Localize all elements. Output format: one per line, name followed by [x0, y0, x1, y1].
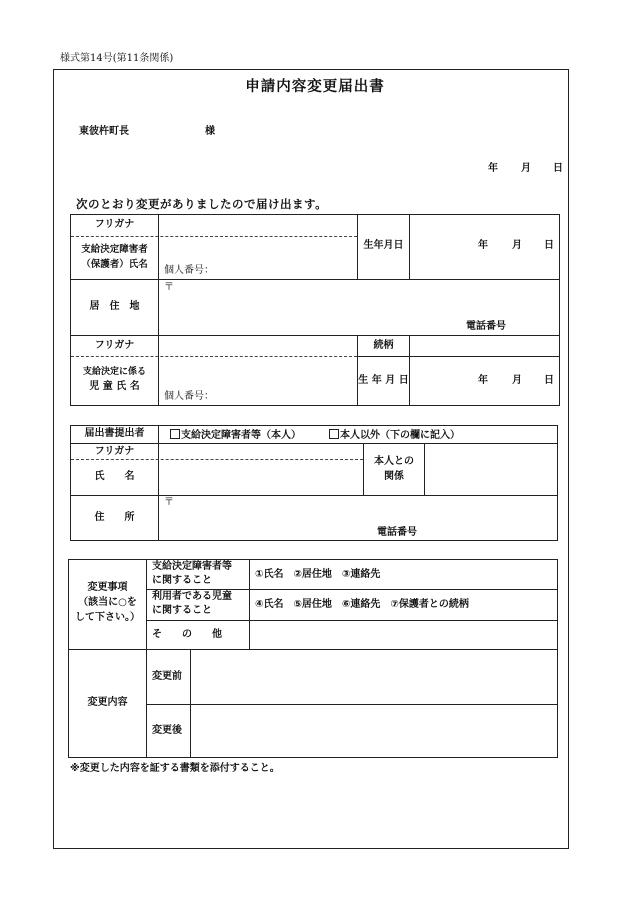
furigana-label: フリガナ — [94, 219, 135, 230]
submitter-name-label: 氏 名 — [94, 471, 135, 482]
category-1-options[interactable]: ①氏名 ②居住地 ③連絡先 — [255, 569, 381, 580]
intro-text: 次のとおり変更がありましたので届け出ます。 — [76, 197, 328, 211]
postal-mark: 〒 — [164, 282, 174, 293]
individual-number-label: 個人番号： — [164, 265, 214, 276]
after-change-label: 変更後 — [152, 725, 182, 736]
child-birth-day-label: 日 — [544, 375, 554, 386]
page-title: 申請内容変更届出書 — [245, 79, 385, 95]
relation2-col-divider-2 — [424, 443, 425, 495]
birth-day-label: 日 — [544, 240, 554, 251]
relation2-col-divider-1 — [363, 443, 364, 495]
form-number-label: 様式第14号(第11条関係) — [60, 53, 174, 64]
address-label: 住 所 — [94, 512, 135, 523]
phone-label-2: 電話番号 — [377, 527, 417, 538]
birth-month-label: 月 — [512, 240, 522, 251]
option-other-label: 本人以外（下の欄に記入） — [340, 430, 460, 441]
relation-row-divider — [357, 356, 560, 357]
change-items-label-1: 変更事項 — [87, 582, 128, 593]
postal-mark-2: 〒 — [164, 497, 174, 508]
change-row-divider-1 — [146, 589, 558, 590]
honorific: 様 — [205, 126, 215, 137]
furigana-divider — [71, 236, 357, 237]
change-items-label-3: して下さい。） — [75, 612, 140, 623]
furigana3-divider — [71, 459, 363, 460]
submitter-label: 届出書提出者 — [84, 428, 145, 439]
date-year-label: 年 — [488, 163, 498, 174]
child-name-label-1: 支給決定に係る — [82, 367, 146, 377]
applicant-col-divider — [158, 214, 159, 406]
furigana2-divider — [71, 356, 357, 357]
category-2-label-1: 利用者である児童 — [152, 591, 232, 602]
child-birth-year-label: 年 — [478, 375, 488, 386]
phone-label: 電話番号 — [466, 321, 506, 332]
submitter-col-divider — [158, 425, 159, 541]
checkbox-icon[interactable] — [170, 429, 180, 439]
relation-label: 続柄 — [373, 340, 394, 351]
applicant-name-label-2: （保護者）氏名 — [81, 259, 148, 270]
birth-col-divider-2 — [409, 214, 410, 279]
change-row-divider-2 — [146, 620, 558, 621]
child-birth-date-label: 生 年 月 日 — [358, 375, 409, 386]
option-self-label: 支給決定障害者等（本人） — [181, 430, 301, 441]
change-content-divider — [68, 649, 558, 650]
row-divider-1 — [70, 279, 560, 280]
addressee: 東彼杵町長 — [79, 126, 129, 137]
relation-to-self-label-2: 関係 — [384, 471, 404, 482]
before-after-row-divider — [146, 704, 558, 705]
child-birth-month-label: 月 — [512, 375, 522, 386]
footnote: ※変更した内容を証する書類を添付すること。 — [70, 763, 280, 774]
relation-to-self-label-1: 本人との — [374, 456, 414, 467]
before-change-label: 変更前 — [152, 671, 182, 682]
change-items-label-2: （該当に○を — [78, 597, 137, 608]
change-content-label: 変更内容 — [87, 697, 128, 708]
date-month-label: 月 — [521, 163, 531, 174]
other-label: そ の 他 — [152, 629, 222, 640]
category-2-label-2: に関すること — [152, 605, 212, 616]
category-1-label-1: 支給決定障害者等 — [152, 561, 232, 572]
option-other[interactable] — [329, 429, 460, 441]
submitter-row-divider — [70, 443, 558, 444]
birth-year-label: 年 — [478, 240, 488, 251]
row-divider-2 — [70, 335, 560, 336]
individual-number-label-2: 個人番号： — [164, 391, 214, 402]
category-1-label-2: に関すること — [152, 575, 212, 586]
checkbox-icon[interactable] — [329, 429, 339, 439]
relation-col-divider-2 — [409, 335, 410, 406]
child-name-label-2: 児 童 氏 名 — [89, 381, 140, 392]
residence-label: 居 住 地 — [89, 301, 140, 312]
furigana2-label: フリガナ — [94, 340, 135, 351]
category-2-options[interactable]: ④氏名 ⑤居住地 ⑥連絡先 ⑦保護者との続柄 — [255, 599, 469, 610]
option-self[interactable] — [170, 429, 301, 441]
address-row-divider — [70, 495, 558, 496]
birth-date-label: 生年月日 — [363, 240, 404, 251]
date-day-label: 日 — [553, 163, 563, 174]
furigana3-label: フリガナ — [94, 446, 135, 457]
applicant-name-label-1: 支給決定障害者 — [81, 244, 148, 255]
option-col-divider — [249, 559, 250, 649]
